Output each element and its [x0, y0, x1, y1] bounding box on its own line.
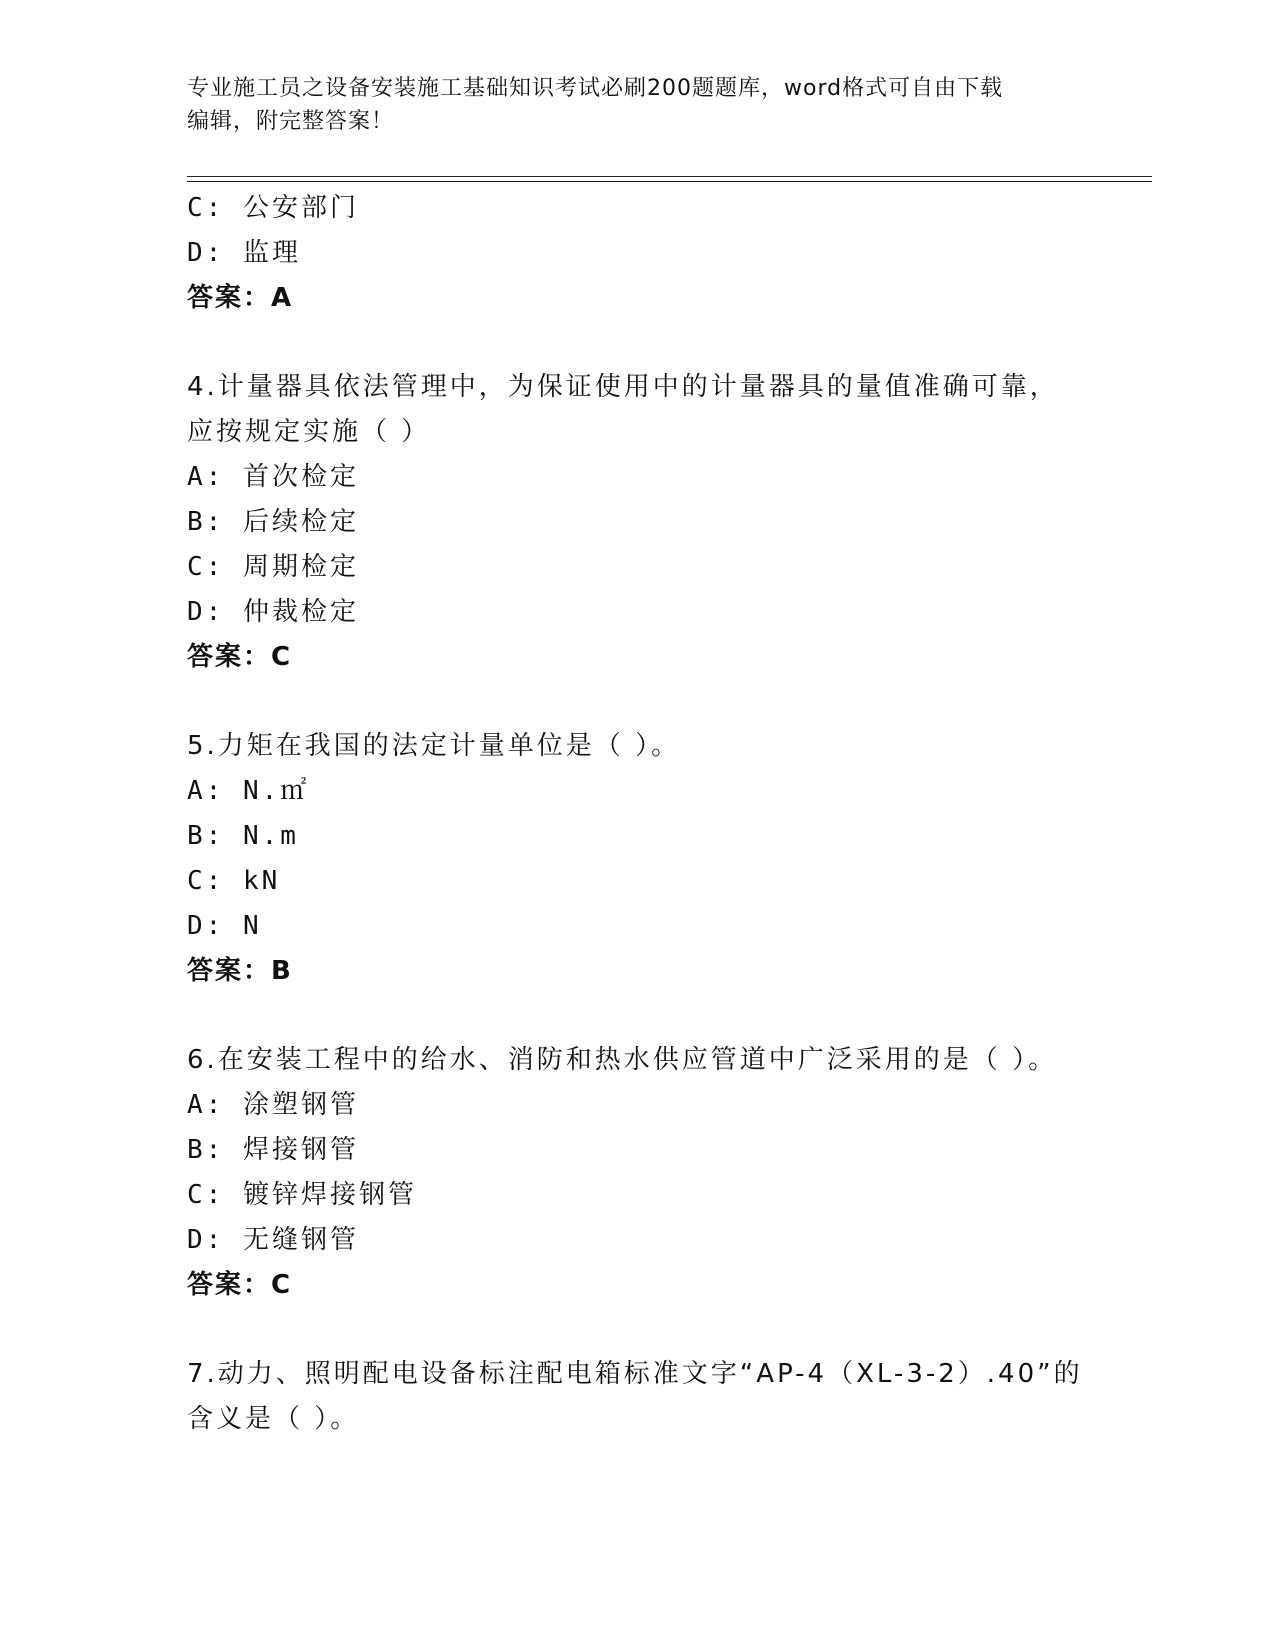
- option-a-q4: A: 首次检定: [187, 462, 359, 492]
- answer-q6: 答案：C: [187, 1270, 293, 1300]
- option-c-q3: C: 公安部门: [187, 193, 359, 223]
- question-7-line-2: 含义是（ ）。: [187, 1404, 360, 1434]
- question-7-line-1: 7.动力、照明配电设备标注配电箱标准文字“AP-4（XL-3-2）.40”的: [187, 1359, 1083, 1389]
- header-divider-top: [187, 176, 1152, 177]
- question-5: 5.力矩在我国的法定计量单位是（ ）。: [187, 731, 681, 761]
- header-line-2: 编辑，附完整答案！: [187, 109, 395, 134]
- answer-q4: 答案：C: [187, 642, 293, 672]
- option-d-q3: D: 监理: [187, 238, 301, 268]
- answer-q3: 答案：A: [187, 283, 294, 313]
- option-a-q6: A: 涂塑钢管: [187, 1090, 359, 1120]
- option-d-q5: D: N: [187, 911, 262, 941]
- header-line-1: 专业施工员之设备安装施工基础知识考试必刷200题题库，word格式可自由下载: [187, 76, 1004, 101]
- question-4-line-1: 4.计量器具依法管理中，为保证使用中的计量器具的量值准确可靠，: [187, 372, 1059, 402]
- option-c-q5: C: kN: [187, 866, 281, 896]
- option-b-q5: B: N.m: [187, 821, 299, 851]
- question-4-line-2: 应按规定实施（ ）: [187, 417, 431, 447]
- document-header: [187, 72, 1067, 138]
- answer-q5: 答案：B: [187, 956, 293, 986]
- question-6: 6.在安装工程中的给水、消防和热水供应管道中广泛采用的是（ ）。: [187, 1045, 1058, 1075]
- option-c-q4: C: 周期检定: [187, 552, 359, 582]
- option-b-q6: B: 焊接钢管: [187, 1135, 359, 1165]
- option-d-q4: D: 仲裁检定: [187, 597, 359, 627]
- header-divider-bottom: [187, 181, 1152, 182]
- option-a-q5: A: N.㎡: [187, 776, 310, 806]
- option-d-q6: D: 无缝钢管: [187, 1225, 359, 1255]
- option-b-q4: B: 后续检定: [187, 507, 359, 537]
- option-c-q6: C: 镀锌焊接钢管: [187, 1180, 417, 1210]
